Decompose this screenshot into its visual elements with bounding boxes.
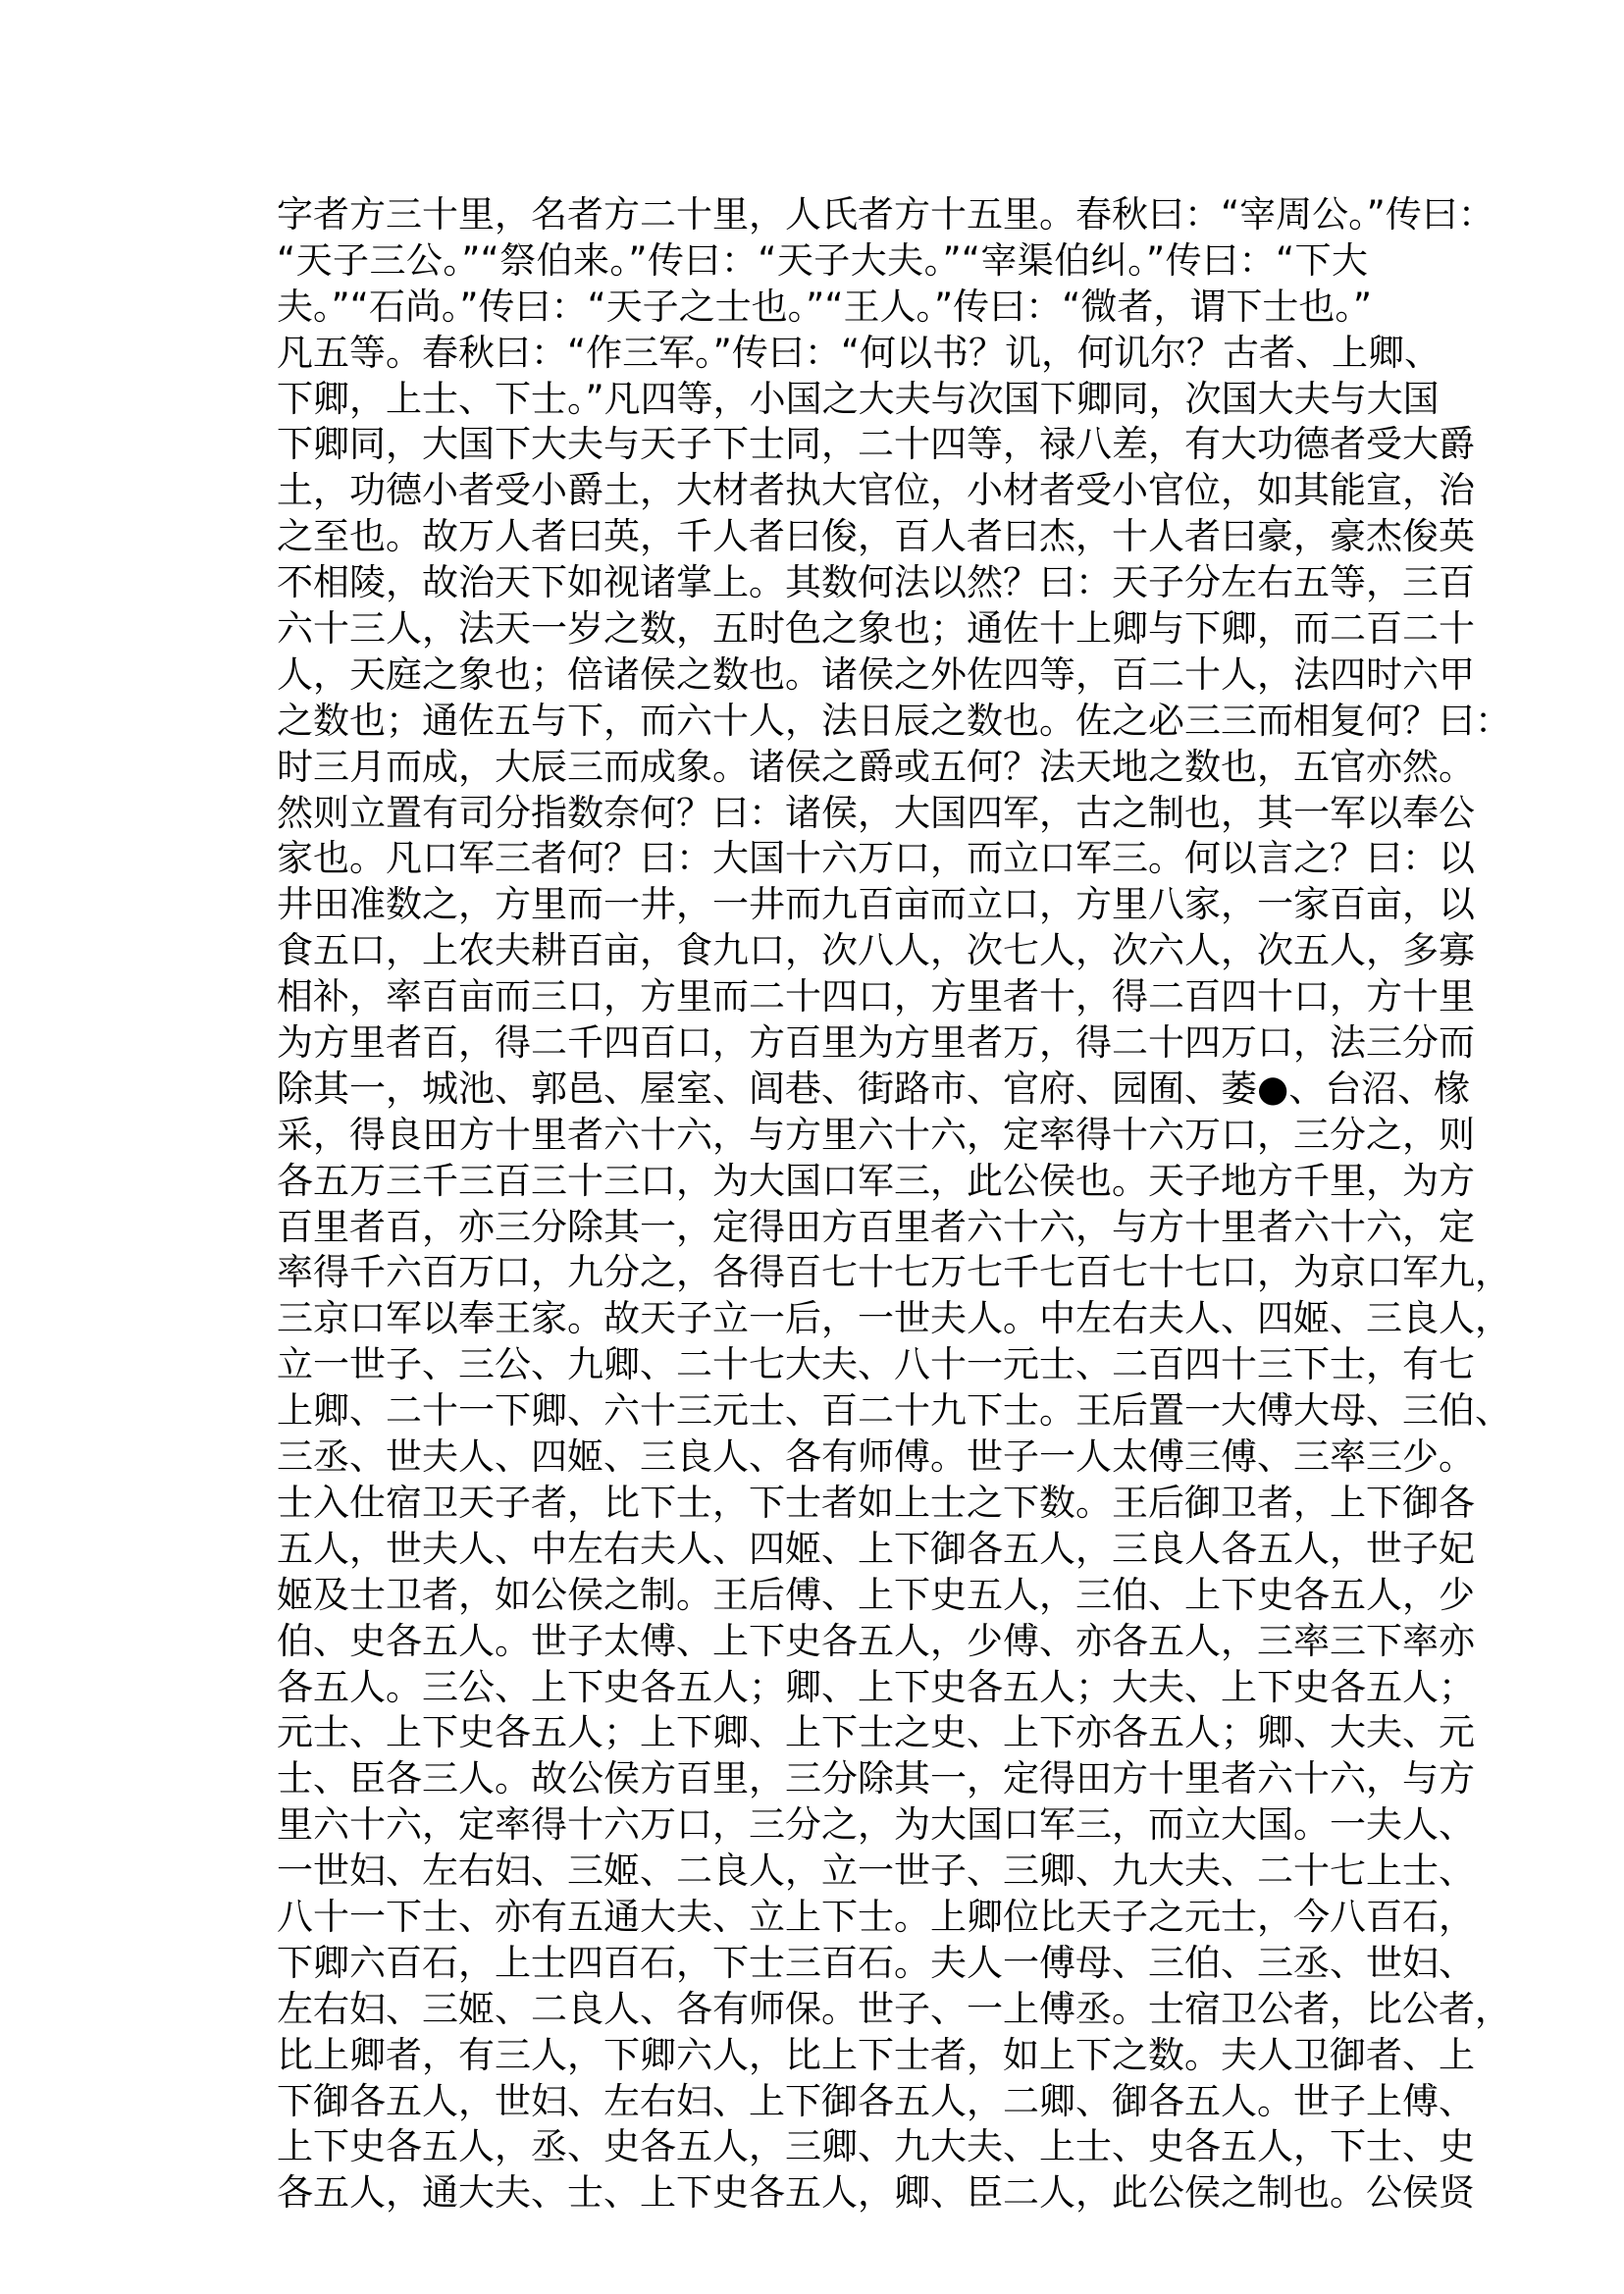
text-line: 采，得良田方十里者六十六，与方里六十六，定率得十六万口，三分之，则 bbox=[277, 1113, 1475, 1156]
text-line: 立一世子、三公、九卿、二十七大夫、八十一元士、二百四十三下士，有七 bbox=[277, 1343, 1475, 1386]
text-line: 比上卿者，有三人，下卿六人，比上下士者，如上下之数。夫人卫御者、上 bbox=[277, 2033, 1475, 2076]
text-line: 五人，世夫人、中左右夫人、四姬、上下御各五人，三良人各五人，世子妃 bbox=[277, 1527, 1475, 1570]
text-line: 各五人，通大夫、士、上下史各五人，卿、臣二人，此公侯之制也。公侯贤 bbox=[277, 2171, 1475, 2215]
text-line: 夫。”“石尚。”传曰：“天子之士也。”“王人。”传曰：“微者，谓下士也。” bbox=[277, 285, 1373, 328]
text-line: 相补，率百亩而三口，方里而二十四口，方里者十，得二百四十口，方十里 bbox=[277, 975, 1475, 1018]
text-line: 下卿六百石，上士四百石，下士三百石。夫人一傅母、三伯、三丞、世妇、 bbox=[277, 1941, 1475, 1984]
text-line: 八十一下士、亦有五通大夫、立上下士。上卿位比天子之元士，今八百石， bbox=[277, 1895, 1475, 1938]
text-line: 上卿、二十一下卿、六十三元士、百二十九下士。王后置一大傅大母、三伯、 bbox=[277, 1389, 1511, 1433]
text-line: 然则立置有司分指数奈何？曰：诸侯，大国四军，古之制也，其一军以奉公 bbox=[277, 791, 1475, 834]
text-line: “天子三公。”“祭伯来。”传曰：“天子大夫。”“宰渠伯纠。”传曰：“下大 bbox=[277, 238, 1368, 282]
text-line: 之至也。故万人者曰英，千人者曰俊，百人者曰杰，十人者曰豪，豪杰俊英 bbox=[277, 515, 1475, 558]
text-line: 六十三人，法天一岁之数，五时色之象也；通佐十上卿与下卿，而二百二十 bbox=[277, 607, 1475, 651]
text-line: 食五口，上农夫耕百亩，食九口，次八人，次七人，次六人，次五人，多寡 bbox=[277, 929, 1475, 972]
text-line: 土，功德小者受小爵土，大材者执大官位，小材者受小官位，如其能宣，治 bbox=[277, 469, 1475, 512]
text-line: 下御各五人，世妇、左右妇、上下御各五人，二卿、御各五人。世子上傅、 bbox=[277, 2079, 1475, 2122]
text-line: 各五万三千三百三十三口，为大国口军三，此公侯也。天子地方千里，为方 bbox=[277, 1159, 1475, 1202]
text-line: 除其一，城池、郭邑、屋室、闾巷、街路市、官府、园囿、萎●、台沼、椽 bbox=[277, 1067, 1471, 1110]
text-line: 率得千六百万口，九分之，各得百七十七万七千七百七十七口，为京口军九， bbox=[277, 1251, 1511, 1294]
text-line: 下卿同，大国下大夫与天子下士同，二十四等，禄八差，有大功德者受大爵 bbox=[277, 423, 1475, 466]
text-line: 人，天庭之象也；倍诸侯之数也。诸侯之外佐四等，百二十人，法四时六甲 bbox=[277, 652, 1475, 696]
text-line: 各五人。三公、上下史各五人；卿、上下史各五人；大夫、上下史各五人； bbox=[277, 1665, 1475, 1708]
text-line: 一世妇、左右妇、三姬、二良人，立一世子、三卿、九大夫、二十七上士、 bbox=[277, 1850, 1475, 1893]
text-line: 士入仕宿卫天子者，比下士，下士者如上士之下数。王后御卫者，上下御各 bbox=[277, 1481, 1475, 1524]
text-line: 三京口军以奉王家。故天子立一后，一世夫人。中左右夫人、四姬、三良人， bbox=[277, 1297, 1511, 1340]
text-line: 左右妇、三姬、二良人、各有师保。世子、一上傅丞。士宿卫公者，比公者， bbox=[277, 1987, 1511, 2030]
text-line: 伯、史各五人。世子太傅、上下史各五人，少傅、亦各五人，三率三下率亦 bbox=[277, 1619, 1475, 1662]
text-line: 百里者百，亦三分除其一，定得田方百里者六十六，与方十里者六十六，定 bbox=[277, 1205, 1475, 1248]
text-line: 元士、上下史各五人；上下卿、上下士之史、上下亦各五人；卿、大夫、元 bbox=[277, 1711, 1475, 1754]
text-line: 姬及士卫者，如公侯之制。王后傅、上下史五人，三伯、上下史各五人，少 bbox=[277, 1573, 1475, 1616]
text-line: 家也。凡口军三者何？曰：大国十六万口，而立口军三。何以言之？曰：以 bbox=[277, 837, 1475, 880]
text-line: 为方里者百，得二千四百口，方百里为方里者万，得二十四万口，法三分而 bbox=[277, 1021, 1475, 1065]
text-line: 士、臣各三人。故公侯方百里，三分除其一，定得田方十里者六十六，与方 bbox=[277, 1757, 1475, 1800]
body-text bbox=[277, 192, 1511, 2216]
text-line: 不相陵，故治天下如视诸掌上。其数何法以然？曰：天子分左右五等，三百 bbox=[277, 561, 1475, 604]
text-line: 上下史各五人，丞、史各五人，三卿、九大夫、上士、史各五人，下士、史 bbox=[277, 2125, 1475, 2168]
text-line: 之数也；通佐五与下，而六十人，法日辰之数也。佐之必三三而相复何？曰： bbox=[277, 699, 1511, 742]
text-line: 里六十六，定率得十六万口，三分之，为大国口军三，而立大国。一夫人、 bbox=[277, 1803, 1475, 1847]
text-line: 三丞、世夫人、四姬、三良人、各有师傅。世子一人太傅三傅、三率三少。 bbox=[277, 1435, 1475, 1479]
text-line: 下卿，上士、下士。”凡四等，小国之大夫与次国下卿同，次国大夫与大国 bbox=[277, 377, 1440, 420]
text-line: 井田准数之，方里而一井，一井而九百亩而立口，方里八家，一家百亩，以 bbox=[277, 883, 1475, 926]
text-line: 字者方三十里，名者方二十里，人氏者方十五里。春秋曰：“宰周公。”传曰： bbox=[277, 193, 1494, 235]
text-line: 时三月而成，大辰三而成象。诸侯之爵或五何？法天地之数也，五官亦然。 bbox=[277, 745, 1475, 788]
text-line: 凡五等。春秋曰：“作三军。”传曰：“何以书？讥，何讥尔？古者、上卿、 bbox=[277, 331, 1441, 374]
